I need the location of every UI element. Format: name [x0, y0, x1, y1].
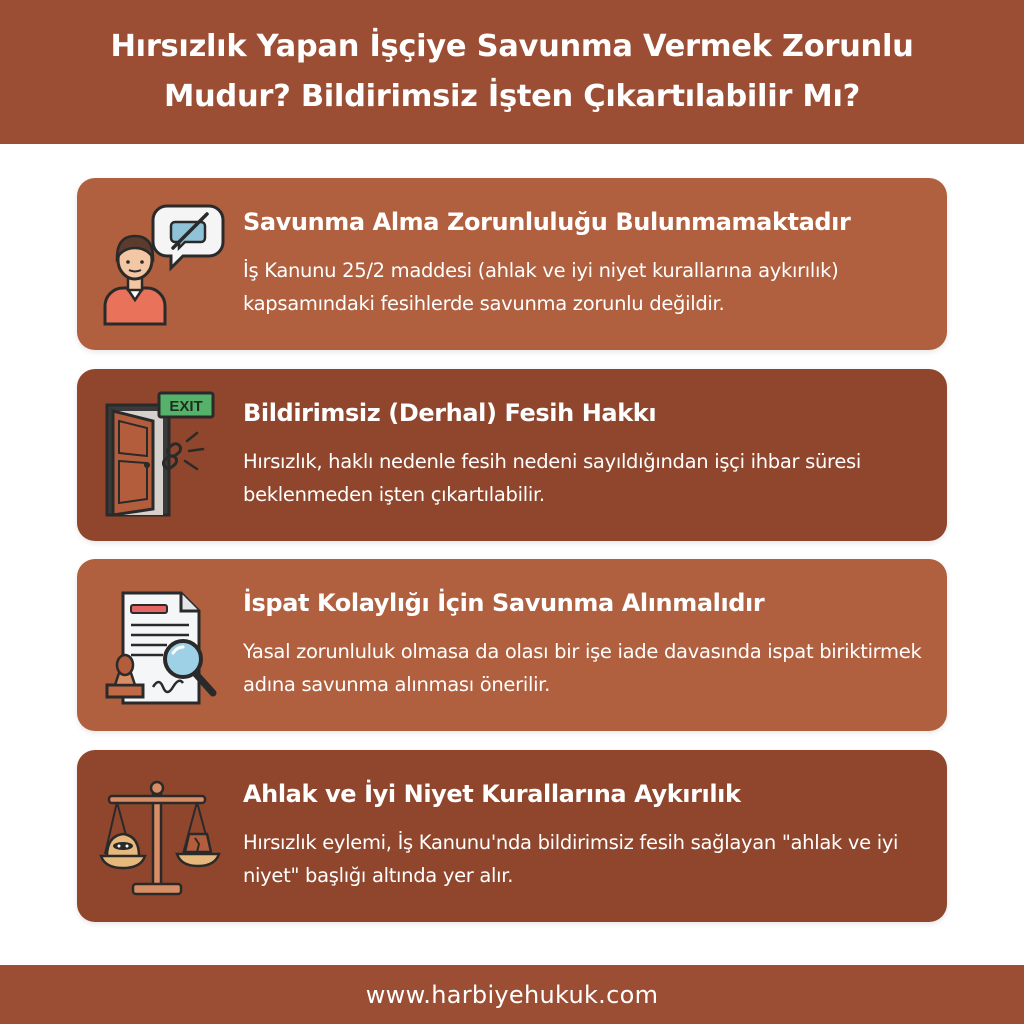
header-banner [0, 0, 1024, 144]
info-card-defense [77, 178, 947, 350]
page-title-line1: Hırsızlık Yapan İşçiye Savunma Vermek Zorunlu [110, 29, 914, 64]
info-card-ethics [77, 750, 947, 922]
info-card-termination [77, 369, 947, 541]
info-card-proof [77, 559, 947, 731]
website-link[interactable]: www.harbiyehukuk.com [365, 980, 659, 1009]
justice-scale-icon [97, 772, 225, 900]
card-text: Hırsızlık eylemi, İş Kanunu'nda bildirimsiz fesih sağlayan "ahlak ve iyi niyet" başlığı altında yer alır. [243, 831, 899, 887]
card-text: İş Kanunu 25/2 maddesi (ahlak ve iyi niyet kurallarına aykırılık) kapsamındaki fesihlerde savunma zorunlu değildir. [243, 259, 839, 315]
person-no-speech-icon [97, 200, 225, 328]
card-title: Savunma Alma Zorunluluğu Bulunmamaktadır [243, 208, 851, 236]
card-text: Hırsızlık, haklı nedenle fesih nedeni sayıldığından işçi ihbar süresi beklenmeden işten çıkartılabilir. [243, 450, 862, 506]
exit-sign-label: EXIT [169, 398, 203, 415]
card-title: Ahlak ve İyi Niyet Kurallarına Aykırılık [243, 780, 741, 808]
page-title-line2: Mudur? Bildirimsiz İşten Çıkartılabilir Mı? [163, 79, 861, 114]
card-title: Bildirimsiz (Derhal) Fesih Hakkı [243, 399, 657, 427]
document-magnifier-stamp-icon [97, 581, 225, 709]
card-title: İspat Kolaylığı İçin Savunma Alınmalıdır [243, 589, 765, 617]
footer-banner [0, 965, 1024, 1024]
page-title [110, 22, 913, 122]
exit-door-icon [97, 391, 225, 519]
card-text: Yasal zorunluluk olmasa da olası bir işe iade davasında ispat biriktirmek adına savunma alınması önerilir. [243, 640, 922, 696]
